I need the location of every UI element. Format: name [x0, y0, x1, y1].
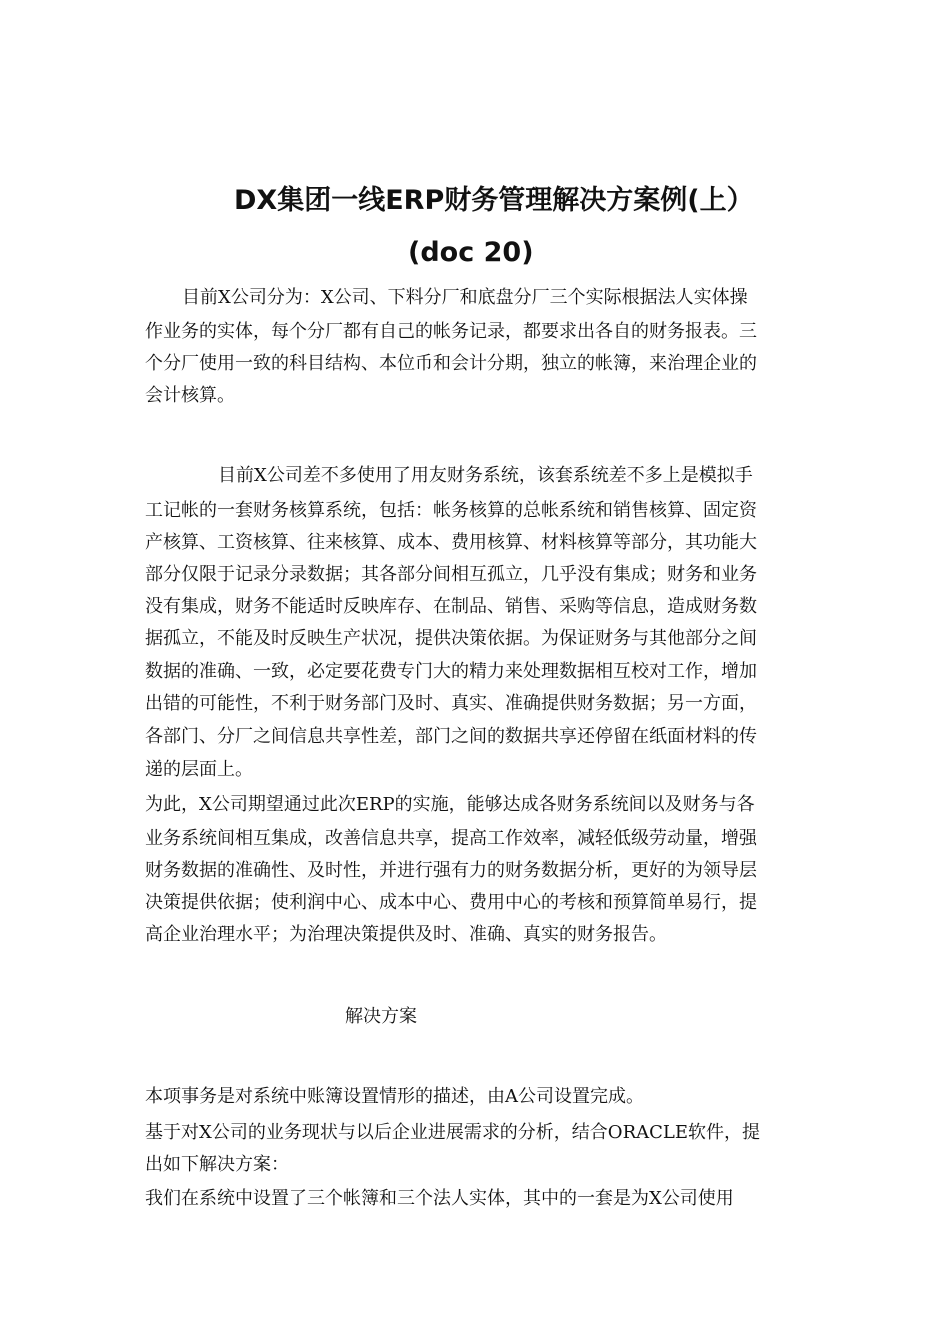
- paragraph-4-line: 本项事务是对系统中账簿设置情形的描述，由A公司设置完成。: [145, 1086, 644, 1107]
- paragraph-2-line: 产核算、工资核算、往来核算、成本、费用核算、材料核算等部分，其功能大: [145, 532, 757, 553]
- paragraph-4-line: 出如下解决方案：: [145, 1154, 289, 1175]
- paragraph-2-line: 各部门、分厂之间信息共享性差，部门之间的数据共享还停留在纸面材料的传: [145, 726, 757, 747]
- paragraph-2-line: 数据的准确、一致，必定要花费专门大的精力来处理数据相互校对工作，增加: [145, 661, 757, 682]
- paragraph-2-line: 工记帐的一套财务核算系统，包括：帐务核算的总帐系统和销售核算、固定资: [145, 500, 757, 521]
- paragraph-3-line: 为此，X公司期望通过此次ERP的实施，能够达成各财务系统间以及财务与各: [145, 794, 755, 815]
- paragraph-1-line: 作业务的实体，每个分厂都有自己的帐务记录，都要求出各自的财务报表。三: [145, 321, 757, 342]
- section-heading: 解决方案: [345, 1006, 417, 1027]
- document-title: DX集团一线ERP财务管理解决方案例(上）: [234, 185, 754, 216]
- paragraph-4-line: 基于对X公司的业务现状与以后企业进展需求的分析，结合ORACLE软件，提: [145, 1122, 760, 1143]
- paragraph-1-line: 目前X公司分为：X公司、下料分厂和底盘分厂三个实际根据法人实体操: [182, 287, 748, 308]
- paragraph-3-line: 高企业治理水平；为治理决策提供及时、准确、真实的财务报告。: [145, 924, 667, 945]
- paragraph-4-line: 我们在系统中设置了三个帐簿和三个法人实体，其中的一套是为X公司使用: [145, 1188, 734, 1209]
- paragraph-2-line: 出错的可能性，不利于财务部门及时、真实、准确提供财务数据；另一方面，: [145, 693, 757, 714]
- paragraph-1-line: 会计核算。: [145, 385, 235, 406]
- paragraph-1-line: 个分厂使用一致的科目结构、本位币和会计分期，独立的帐簿，来治理企业的: [145, 353, 757, 374]
- document-title-doc-number: (doc 20): [408, 237, 534, 268]
- paragraph-3-line: 决策提供依据；使利润中心、成本中心、费用中心的考核和预算简单易行，提: [145, 892, 757, 913]
- paragraph-2-line: 没有集成，财务不能适时反映库存、在制品、销售、采购等信息，造成财务数: [145, 596, 757, 617]
- paragraph-3-line: 业务系统间相互集成，改善信息共享，提高工作效率，减轻低级劳动量，增强: [145, 828, 757, 849]
- paragraph-2-line: 递的层面上。: [145, 759, 253, 780]
- paragraph-3-line: 财务数据的准确性、及时性，并进行强有力的财务数据分析，更好的为领导层: [145, 860, 757, 881]
- paragraph-2-line: 据孤立，不能及时反映生产状况，提供决策依据。为保证财务与其他部分之间: [145, 628, 757, 649]
- paragraph-2-line: 目前X公司差不多使用了用友财务系统，该套系统差不多上是模拟手: [218, 465, 753, 486]
- paragraph-2-line: 部分仅限于记录分录数据；其各部分间相互孤立，几乎没有集成；财务和业务: [145, 564, 757, 585]
